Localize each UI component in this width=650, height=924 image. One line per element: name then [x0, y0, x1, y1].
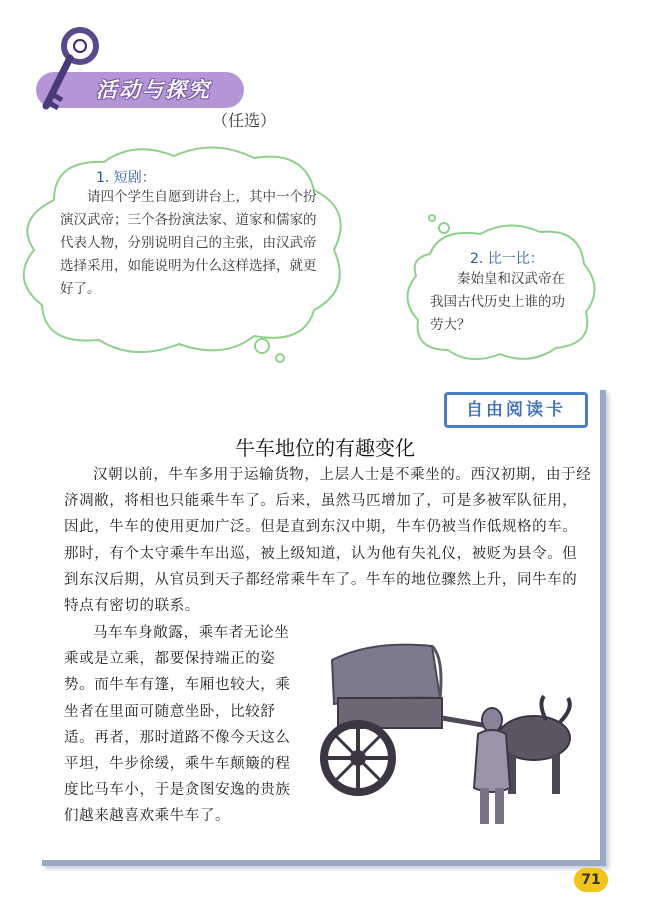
page-number: 71	[574, 868, 608, 892]
activity-1-title: 1. 短剧：	[96, 170, 156, 186]
activity-1-text: 请四个学生自愿到讲台上，其中一个扮演汉武帝；三个各扮演法家、道家和儒家的代表人物，分别说明自己的主张，由汉武帝选择采用，如能说明为什么这样选择，就更好了。	[60, 189, 317, 297]
reading-paragraph-2: 马车车身敞露，乘车者无论坐乘或是立乘，都要保持端正的姿势。而牛车有篷，车厢也较大，乘坐者在里面可随意坐卧，比较舒适。再者，那时道路不像今天这么平坦，牛步徐缓，乘牛车颠簸的程度比马车小，于是贪图安逸的贵族们越来越喜欢乘牛车了。	[64, 625, 291, 825]
key-icon	[34, 24, 104, 116]
reading-card-tab: 自由阅读卡	[444, 392, 588, 428]
section-banner-label: 活动与探究	[96, 78, 211, 102]
reading-card-title: 牛车地位的有趣变化	[235, 436, 415, 460]
activity-2-title: 2. 比一比：	[470, 251, 544, 267]
optional-note: （任选）	[212, 111, 277, 130]
activity-2-text: 秦始皇和汉武帝在我国古代历史上谁的功劳大？	[430, 271, 565, 333]
ox-cart-figurine-image	[312, 638, 584, 836]
reading-paragraph-1: 汉朝以前，牛车多用于运输货物，上层人士是不乘坐的。西汉初期，由于经济凋敝，将相也只能乘牛车了。后来，虽然马匹增加了，可是多被军队征用，因此，牛车的使用更加广泛。但是直到东汉中期，牛车仍被当作低规格的车。那时，有个太守乘牛车出巡，被上级知道，认为他有失礼仪，被贬为县令。但到东汉后期，从官员到天子都经常乘牛车了。牛车的地位骤然上升，同牛车的特点有密切的联系。	[64, 467, 592, 615]
